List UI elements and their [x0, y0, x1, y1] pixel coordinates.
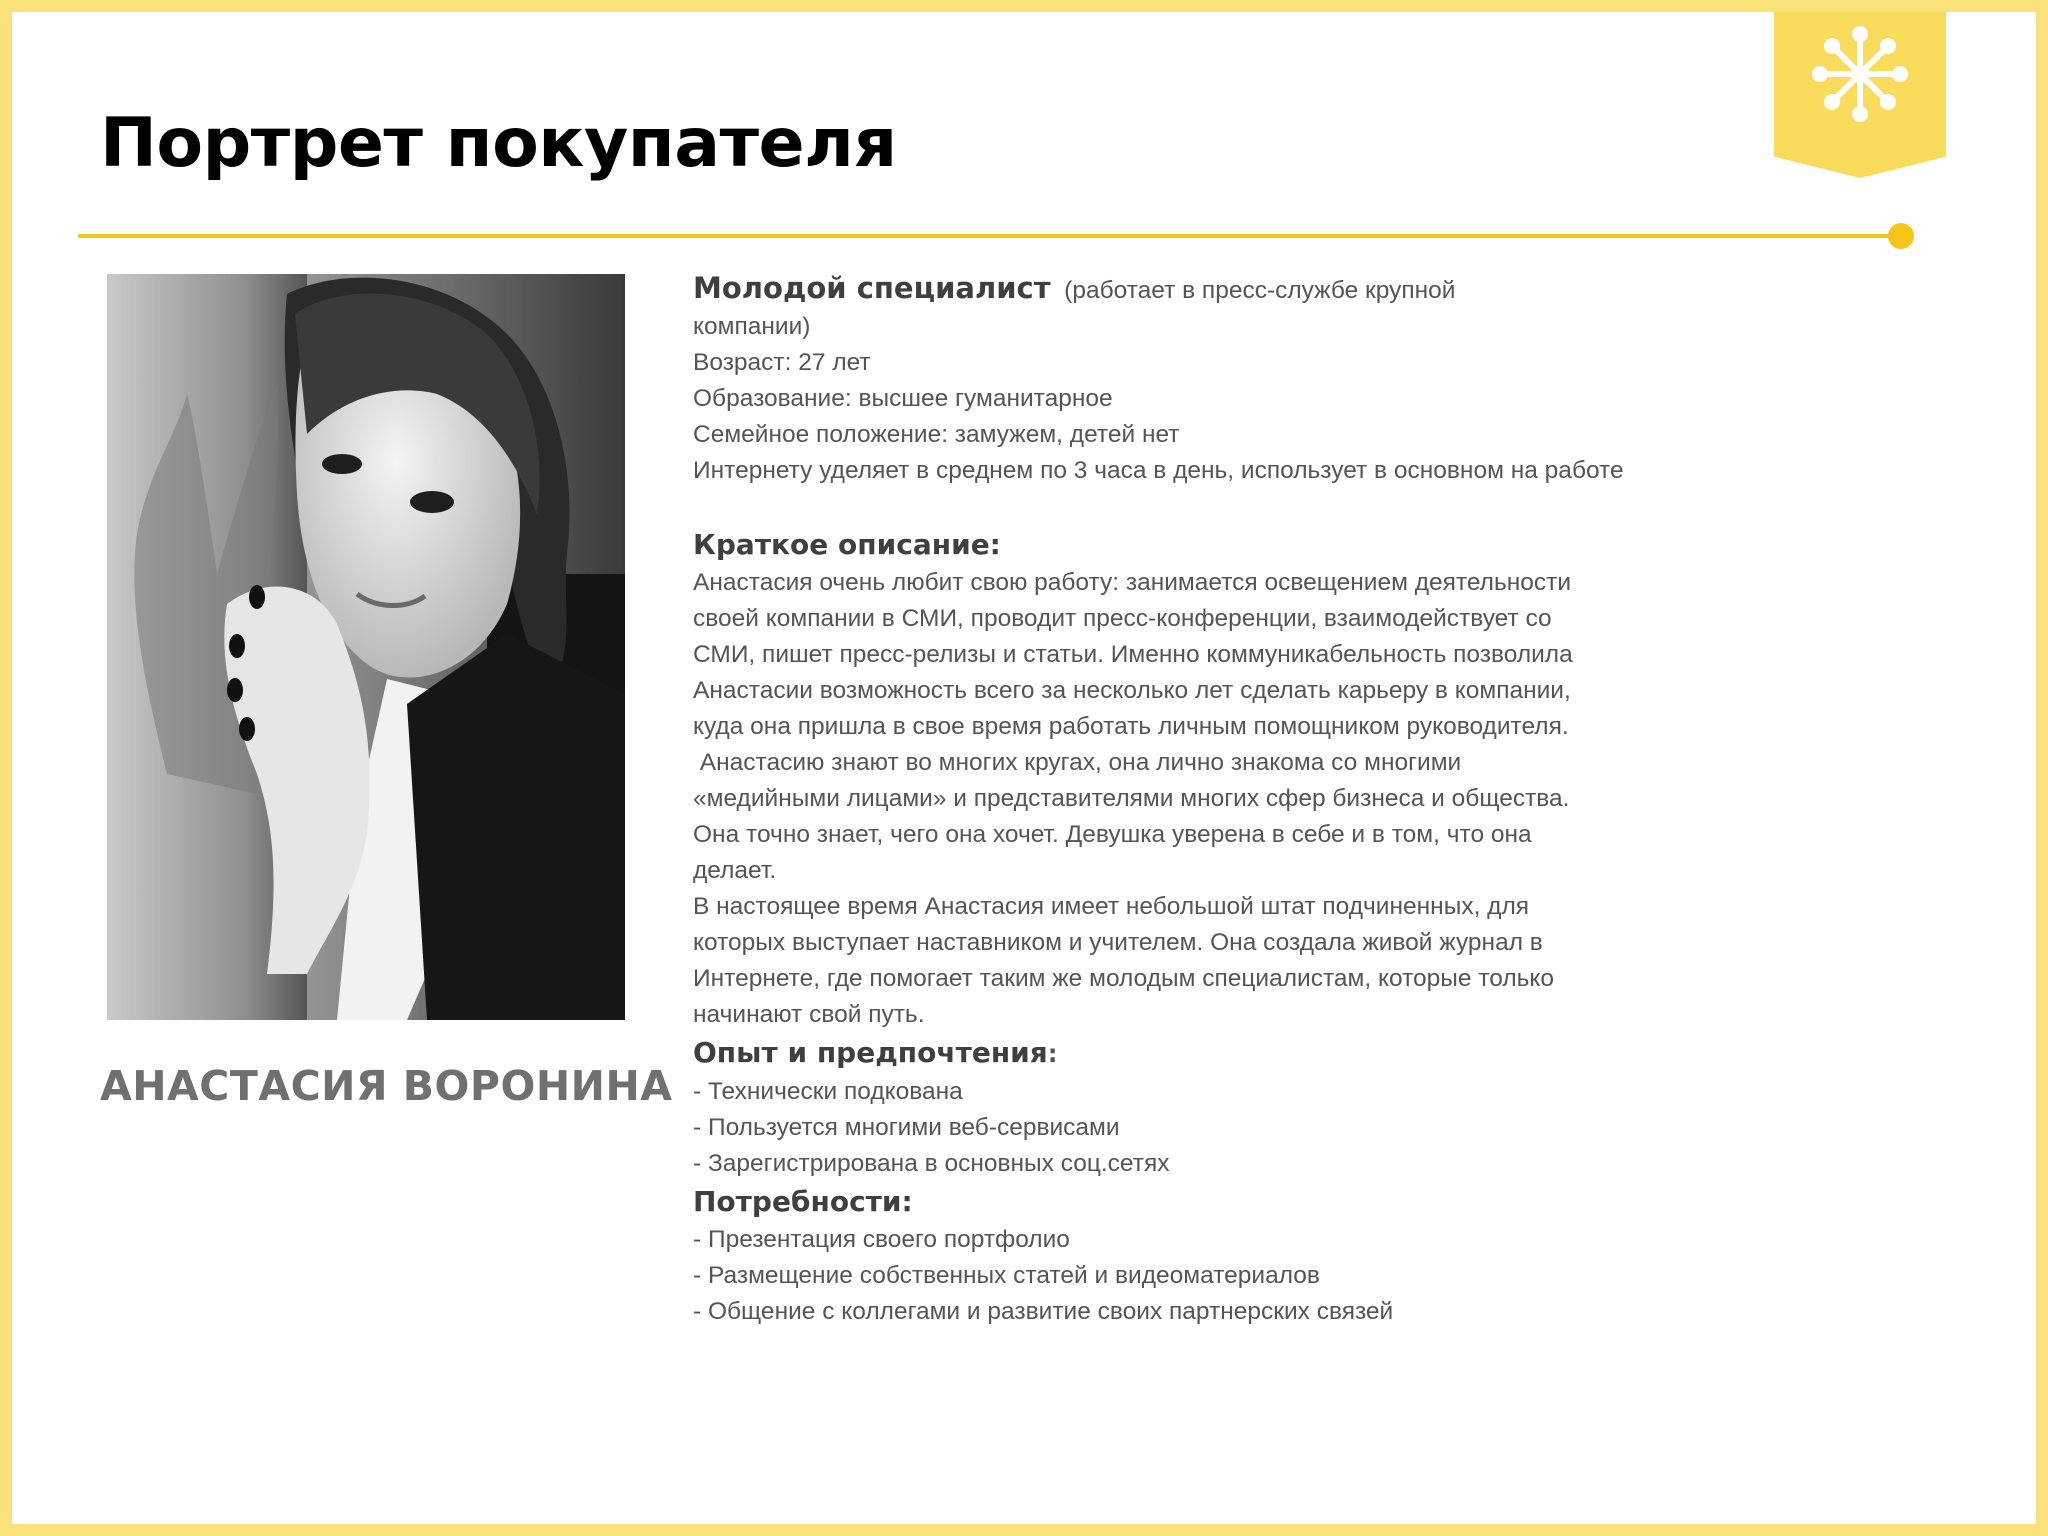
persona-details	[693, 270, 1753, 1330]
slide-title: Портрет покупателя	[100, 104, 897, 183]
description-line: Она точно знает, чего она хочет. Девушка уверена в себе и в том, что она	[693, 821, 1532, 848]
list-item: - Технически подкована	[693, 1078, 963, 1105]
role-note-continued: компании)	[693, 313, 811, 340]
list-item: - Размещение собственных статей и видеоматериалов	[693, 1262, 1320, 1289]
experience-heading-line	[693, 1033, 1753, 1074]
description-line: начинают свой путь.	[693, 1001, 925, 1028]
description-line: Анастасию знают во многих кругах, она лично знакома со многими	[693, 749, 1462, 776]
title-divider	[78, 234, 1904, 238]
list-item: - Зарегистрирована в основных соц.сетях	[693, 1150, 1170, 1177]
description-line: своей компании в СМИ, проводит пресс-конференции, взаимодействует со	[693, 605, 1552, 632]
spacer	[693, 489, 1753, 525]
list-item: - Презентация своего портфолио	[693, 1226, 1070, 1253]
description-line: «медийными лицами» и представителями многих сфер бизнеса и общества.	[693, 785, 1570, 812]
experience-list	[693, 1074, 1753, 1182]
description-line: делает.	[693, 857, 777, 884]
family-line: Семейное положение: замужем, детей нет	[693, 421, 1180, 448]
list-item: - Общение с коллегами и развитие своих партнерских связей	[693, 1298, 1394, 1325]
needs-heading: Потребности:	[693, 1185, 913, 1218]
description-text	[693, 565, 1753, 1033]
description-line: куда она пришла в свое время работать личным помощником руководителя.	[693, 713, 1569, 740]
role-line	[693, 270, 1753, 309]
description-line: СМИ, пишет пресс-релизы и статьи. Именно коммуникабельность позволила	[693, 641, 1573, 668]
description-line: которых выступает наставником и учителем. Она создала живой журнал в	[693, 929, 1543, 956]
person-photo	[107, 274, 625, 1020]
description-heading: Краткое описание:	[693, 528, 1001, 561]
flower-icon	[1806, 20, 1914, 128]
person-name: АНАСТАСИЯ ВОРОНИНА	[100, 1062, 673, 1110]
internet-line: Интернету уделяет в среднем по 3 часа в день, использует в основном на работе	[693, 457, 1624, 484]
description-line: Интернете, где помогает таким же молодым специалистам, которые только	[693, 965, 1555, 992]
experience-heading: Опыт и предпочтения	[693, 1036, 1048, 1069]
role-note: (работает в пресс-службе крупной	[1064, 277, 1456, 304]
age-line: Возраст: 27 лет	[693, 349, 871, 376]
list-item: - Пользуется многими веб-сервисами	[693, 1114, 1120, 1141]
experience-colon: :	[1047, 1039, 1058, 1068]
corner-ribbon	[1774, 0, 1946, 178]
description-line: Анастасии возможность всего за несколько лет сделать карьеру в компании,	[693, 677, 1571, 704]
description-line: В настоящее время Анастасия имеет небольшой штат подчиненных, для	[693, 893, 1530, 920]
needs-list	[693, 1222, 1753, 1330]
description-line: Анастасия очень любит свою работу: занимается освещением деятельности	[693, 569, 1572, 596]
divider-dot	[1888, 223, 1914, 249]
role-heading: Молодой специалист	[693, 271, 1051, 305]
education-line: Образование: высшее гуманитарное	[693, 385, 1113, 412]
